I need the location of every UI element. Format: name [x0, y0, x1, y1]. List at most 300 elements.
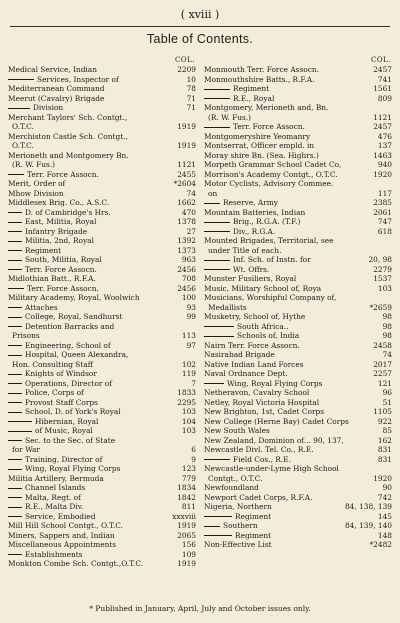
- entry-text: Moray shire Bn. (Sea. Highrs.): [204, 150, 319, 160]
- entry-text: Medallists: [208, 302, 247, 312]
- entry-label: [204, 379, 366, 389]
- entry-label: [204, 170, 366, 180]
- contents-entry: [8, 132, 196, 142]
- entry-text: South, Militia, Royal: [25, 255, 102, 264]
- entry-text: (R. W. Fus.): [208, 112, 252, 122]
- ditto-dash: [204, 526, 220, 527]
- entry-column-number: 618: [377, 226, 392, 236]
- entry-label: [8, 303, 170, 313]
- contents-entry: [204, 122, 392, 132]
- entry-label: [204, 398, 366, 408]
- contents-entry: [8, 369, 196, 379]
- entry-text: D. of Cambridge's Hrs.: [25, 207, 111, 217]
- entry-text: Music, Military School of, Roya: [204, 283, 322, 293]
- entry-label: [8, 398, 170, 408]
- contents-entry: [8, 521, 196, 531]
- entry-column-number: 1920: [373, 169, 392, 179]
- ditto-dash: [8, 374, 22, 375]
- entry-column-number: 922: [377, 416, 392, 426]
- entry-column-number: 809: [377, 93, 392, 103]
- contents-entry: [204, 531, 392, 541]
- entry-text: Morpeth Grammar School Cadet Co,: [204, 160, 342, 169]
- entry-column-number: *2482: [369, 540, 392, 549]
- contents-entry: [8, 341, 196, 351]
- ditto-dash: [8, 79, 34, 80]
- entry-column-number: 109: [181, 549, 196, 559]
- contents-entry: [204, 512, 392, 522]
- entry-label: [8, 417, 170, 427]
- contents-entry: [204, 493, 392, 503]
- contents-entry: [8, 331, 196, 341]
- entry-column-number: 98: [382, 321, 392, 331]
- entry-text: Hibernian, Royal: [35, 416, 99, 426]
- entry-label: [204, 341, 366, 351]
- entry-column-number: 117: [377, 188, 392, 198]
- entry-text: Terr. Force Assocn.: [27, 283, 99, 293]
- entry-column-number: 2061: [373, 207, 392, 217]
- entry-text: R.E., Malta Div.: [25, 502, 84, 511]
- contents-entry: [204, 379, 392, 389]
- entry-column-number: 98: [382, 312, 392, 321]
- contents-entry: [204, 141, 392, 151]
- entry-column-number: 51: [382, 397, 392, 407]
- entry-column-number: 100: [181, 293, 196, 302]
- entry-text: under Title of each.: [208, 245, 282, 255]
- contents-entry: [8, 445, 196, 455]
- contents-entry: [8, 236, 196, 246]
- entry-label: [204, 303, 366, 313]
- entry-column-number: 2209: [177, 65, 196, 74]
- entry-column-number: 99: [186, 312, 196, 321]
- contents-entry: [204, 388, 392, 398]
- entry-label: [204, 531, 366, 541]
- contents-entry: [8, 84, 196, 94]
- entry-column-number: 10: [186, 74, 196, 84]
- ditto-dash: [8, 269, 22, 270]
- entry-text: Merchant Taylors' Sch. Contgt.,: [8, 112, 128, 122]
- entry-label: [8, 65, 170, 75]
- ditto-dash: [8, 260, 22, 261]
- entry-label: [204, 103, 366, 113]
- entry-column-number: 2065: [177, 530, 196, 540]
- contents-entry: [204, 75, 392, 85]
- contents-entry: [204, 132, 392, 142]
- entry-label: [8, 331, 170, 341]
- entry-label: [204, 350, 366, 360]
- column-header: COL.: [175, 56, 195, 64]
- entry-text: New Zealand, Dominion of... 90, 137,: [204, 435, 344, 445]
- contents-entry: [204, 236, 392, 246]
- entry-text: East, Militia, Royal: [25, 217, 97, 226]
- entry-text: Mhow Division: [8, 188, 64, 198]
- ditto-dash: [204, 127, 230, 128]
- contents-entry: [8, 388, 196, 398]
- ditto-dash: [8, 488, 22, 489]
- entry-text: School, D. of York's Royal: [25, 407, 121, 416]
- entry-label: [204, 322, 366, 332]
- entry-column-number: 103: [181, 426, 196, 435]
- entry-text: Miners, Sappers and, Indian: [8, 530, 115, 540]
- entry-label: [204, 265, 366, 275]
- entry-column-number: 1378: [177, 217, 196, 226]
- entry-text: Naval Ordnance Dept.: [204, 369, 288, 378]
- entry-label: [204, 246, 366, 256]
- ditto-dash: [204, 98, 230, 99]
- entry-text: Meerut (Cavalry) Brigade: [8, 93, 105, 103]
- contents-entry: [204, 502, 392, 512]
- entry-column-number: 811: [181, 502, 196, 511]
- contents-entry: [8, 103, 196, 113]
- entry-text: Netheravon, Cavalry School: [204, 388, 310, 397]
- entry-text: Musicians, Worshipful Company of,: [204, 293, 337, 302]
- entry-text: Mountain Batteries, Indian: [204, 207, 306, 217]
- contents-entry: [8, 94, 196, 104]
- entry-label: [8, 122, 170, 132]
- entry-text: Newport Cadet Corps, R.F.A.: [204, 492, 313, 502]
- contents-entry: [8, 474, 196, 484]
- contents-entry: [8, 75, 196, 85]
- entry-label: [8, 426, 170, 436]
- column-header: COL.: [371, 56, 391, 64]
- entry-column-number: 148: [377, 530, 392, 540]
- entry-label: [8, 388, 170, 398]
- entry-column-number: 2279: [373, 264, 392, 274]
- entry-label: [204, 255, 366, 265]
- contents-entry: [204, 170, 392, 180]
- entry-column-number: 71: [186, 103, 196, 112]
- contents-entry: [8, 303, 196, 313]
- entry-label: [204, 236, 366, 246]
- entry-label: [204, 208, 366, 218]
- entry-column-number: 1919: [177, 559, 196, 568]
- entry-column-number: 940: [377, 160, 392, 169]
- entry-label: [8, 141, 170, 151]
- entry-column-number: 831: [377, 454, 392, 464]
- entry-label: [8, 350, 170, 360]
- contents-entry: [8, 160, 196, 170]
- entry-column-number: 2457: [373, 65, 392, 74]
- contents-entry: [204, 293, 392, 303]
- ditto-dash: [8, 421, 32, 422]
- contents-entry: [8, 179, 196, 189]
- entry-column-number: 6: [191, 445, 196, 454]
- ditto-dash: [8, 440, 22, 441]
- entry-label: [8, 103, 170, 113]
- entry-text: Service, Embodied: [25, 511, 96, 521]
- contents-entry: [204, 246, 392, 256]
- ditto-dash: [204, 231, 230, 232]
- contents-entry: [204, 265, 392, 275]
- entry-label: [8, 312, 170, 322]
- contents-entry: [8, 246, 196, 256]
- entry-column-number: 831: [377, 445, 392, 454]
- contents-entry: [8, 312, 196, 322]
- entry-column-number: 476: [377, 131, 392, 141]
- entry-text: Military Academy, Royal, Woolwich: [8, 293, 140, 302]
- ditto-dash: [8, 497, 22, 498]
- entry-text: Monmouthshire Batts., R.F.A.: [204, 74, 315, 84]
- entry-label: [204, 113, 366, 123]
- contents-entry: [8, 350, 196, 360]
- entry-label: [204, 284, 366, 294]
- entry-text: Wing, Royal Flying Corps: [25, 464, 121, 473]
- contents-entry: [8, 141, 196, 151]
- entry-label: [8, 284, 170, 294]
- contents-entry: [204, 436, 392, 446]
- entry-label: [8, 483, 170, 493]
- entry-label: [8, 360, 170, 370]
- entry-text: Attaches: [25, 302, 58, 312]
- entry-text: Netley, Royal Victoria Hospital: [204, 397, 320, 407]
- contents-entry: [204, 398, 392, 408]
- entry-label: [8, 531, 170, 541]
- entry-column-number: 102: [181, 359, 196, 369]
- entry-column-number: 2456: [177, 264, 196, 274]
- contents-entry: [204, 521, 392, 531]
- contents-entry: [204, 331, 392, 341]
- contents-entry: [204, 103, 392, 113]
- contents-entry: [204, 303, 392, 313]
- ditto-dash: [8, 326, 22, 327]
- ditto-dash: [204, 260, 230, 261]
- entry-text: Militia, 2nd, Royal: [25, 236, 94, 245]
- entry-label: [204, 512, 366, 522]
- ditto-dash: [8, 108, 30, 109]
- entry-text: Militia Artillery, Bermuda: [8, 473, 104, 483]
- contents-entry: [204, 94, 392, 104]
- page-title: Table of Contents.: [146, 32, 254, 46]
- entry-label: [204, 493, 366, 503]
- contents-entry: [8, 360, 196, 370]
- entry-text: Operations, Director of: [25, 378, 112, 388]
- contents-entry: [8, 483, 196, 493]
- contents-entry: [8, 113, 196, 123]
- contents-entry: [204, 455, 392, 465]
- ditto-dash: [8, 317, 22, 318]
- contents-entry: [8, 407, 196, 417]
- entry-text: Hon. Consulting Staff: [12, 359, 93, 369]
- ditto-dash: [8, 307, 22, 308]
- contents-entry: [8, 293, 196, 303]
- ditto-dash: [204, 326, 234, 327]
- entry-column-number: 104: [181, 416, 196, 426]
- entry-label: [8, 75, 170, 85]
- contents-entry: [204, 160, 392, 170]
- ditto-dash: [8, 345, 22, 346]
- entry-text: Motor Cyclists, Advisory Commee.: [204, 179, 334, 188]
- entry-label: [204, 151, 366, 161]
- contents-entry: [8, 265, 196, 275]
- entry-column-number: 742: [377, 492, 392, 502]
- entry-column-number: 97: [186, 340, 196, 350]
- entry-text: Inf. Sch. of Instn. for: [233, 255, 311, 264]
- entry-label: [8, 160, 170, 170]
- entry-text: Police, Corps of: [25, 388, 84, 397]
- entry-column-number: 2457: [373, 122, 392, 131]
- entry-text: Wing, Royal Flying Corps: [227, 378, 323, 388]
- contents-columns: [8, 56, 392, 569]
- entry-text: Musketry, School of, Hythe: [204, 312, 306, 321]
- contents-entry: [8, 502, 196, 512]
- contents-entry: [204, 369, 392, 379]
- entry-column-number: 1919: [177, 521, 196, 530]
- entry-text: Regiment: [235, 511, 272, 521]
- entry-text: Sec. to the Sec. of State: [25, 435, 116, 445]
- entry-column-number: 2295: [177, 397, 196, 407]
- contents-entry: [8, 198, 196, 208]
- contents-entry: [204, 312, 392, 322]
- ditto-dash: [8, 469, 22, 470]
- entry-column-number: 2458: [373, 340, 392, 350]
- entry-column-number: 121: [377, 378, 392, 388]
- entry-label: [204, 521, 343, 531]
- entry-label: [8, 217, 170, 227]
- contents-entry: [8, 398, 196, 408]
- contents-entry: [8, 436, 196, 446]
- entry-text: Medical Service, Indian: [8, 65, 97, 74]
- entry-text: Div., R.G.A.: [233, 226, 276, 236]
- entry-text: Regiment: [235, 530, 272, 540]
- contents-entry: [8, 531, 196, 541]
- entry-label: [8, 474, 170, 484]
- entry-column-number: 741: [377, 74, 392, 84]
- entry-column-number: 2456: [177, 283, 196, 293]
- entry-text: Terr. Force Assocn.: [233, 122, 305, 131]
- entry-column-number: 1561: [373, 84, 392, 93]
- entry-label: [204, 189, 366, 199]
- contents-entry: [8, 559, 196, 569]
- ditto-dash: [8, 393, 22, 394]
- entry-text: Nasirabad Brigade: [204, 350, 275, 359]
- entry-label: [204, 198, 366, 208]
- entry-label: [8, 341, 170, 351]
- ditto-dash: [8, 231, 22, 232]
- entry-label: [8, 274, 170, 284]
- entry-column-number: 1833: [177, 388, 196, 397]
- entry-text: Midlothian Batt., R.F.A.: [8, 274, 96, 283]
- entry-column-number: 84, 139, 140: [344, 521, 392, 530]
- entry-text: Newcastle Divl. Tel. Co., R.E.: [204, 445, 314, 454]
- entry-text: Training, Director of: [25, 454, 103, 464]
- contents-entry: [8, 227, 196, 237]
- contents-entry: [204, 464, 392, 474]
- entry-text: Hospital, Queen Alexandra,: [25, 350, 129, 359]
- entry-label: [8, 246, 170, 256]
- contents-entry: [8, 455, 196, 465]
- ditto-dash: [204, 222, 230, 223]
- contents-entry: [8, 550, 196, 560]
- entry-text: on: [208, 188, 218, 198]
- entry-column-number: 71: [186, 93, 196, 103]
- ditto-dash: [8, 288, 24, 289]
- entry-text: Native Indian Land Forces: [204, 359, 304, 369]
- ditto-dash: [8, 222, 22, 223]
- entry-column-number: 1392: [177, 236, 196, 245]
- footnote: * Published in January, April, July and October issues only.: [89, 604, 311, 613]
- ditto-dash: [8, 554, 22, 555]
- entry-label: [204, 540, 366, 550]
- entry-text: Middlesex Brig. Co., A.S.C.: [8, 198, 110, 207]
- entry-column-number: 156: [181, 540, 196, 549]
- contents-entry: [204, 179, 392, 189]
- entry-label: [8, 379, 170, 389]
- entry-text: Reserve, Army: [223, 198, 278, 207]
- contents-entry: [204, 417, 392, 427]
- entry-column-number: 9: [191, 454, 196, 464]
- entry-column-number: 74: [186, 188, 196, 198]
- entry-column-number: 93: [186, 302, 196, 312]
- entry-column-number: 78: [186, 84, 196, 93]
- entry-text: Malta, Regt. of: [25, 492, 81, 502]
- entry-column-number: 103: [181, 407, 196, 416]
- entry-label: [204, 132, 366, 142]
- entry-column-number: 1373: [177, 245, 196, 255]
- entry-text: (R. W. Fus.): [12, 160, 56, 169]
- entry-text: Channel Islands: [25, 483, 86, 492]
- entry-label: [8, 179, 170, 189]
- entry-column-number: xxxviii: [172, 511, 196, 521]
- entry-column-number: 2257: [373, 369, 392, 378]
- ditto-dash: [204, 383, 224, 384]
- entry-label: [8, 189, 170, 199]
- contents-entry: [204, 483, 392, 493]
- entry-label: [8, 445, 170, 455]
- contents-entry: [204, 151, 392, 161]
- entry-label: [204, 360, 366, 370]
- entry-column-number: 85: [382, 426, 392, 435]
- contents-entry: [8, 255, 196, 265]
- contents-entry: [8, 151, 196, 161]
- entry-column-number: 20, 98: [368, 255, 392, 264]
- left-column: [8, 56, 196, 569]
- ditto-dash: [204, 535, 232, 536]
- entry-column-number: 27: [186, 226, 196, 236]
- contents-entry: [204, 341, 392, 351]
- entry-text: Mill Hill School Contgt., O.T.C.: [8, 521, 123, 530]
- entry-column-number: 84, 138, 139: [344, 502, 392, 511]
- entry-column-number: 1537: [373, 274, 392, 283]
- entry-column-number: 137: [377, 141, 392, 150]
- right-column: [204, 56, 392, 569]
- entry-label: [204, 464, 366, 474]
- contents-entry: [8, 417, 196, 427]
- ditto-dash: [8, 212, 22, 213]
- entry-column-number: 98: [382, 331, 392, 340]
- entry-label: [8, 84, 170, 94]
- entry-label: [8, 170, 170, 180]
- entry-text: Provost Staff Corps: [25, 397, 98, 407]
- entry-column-number: 708: [181, 274, 196, 283]
- entry-text: Merioneth and Montgomery Bn.: [8, 150, 129, 160]
- entry-text: Schools of, India: [237, 331, 300, 340]
- entry-text: Montserrat, Officer empld. in: [204, 141, 315, 150]
- entry-column-number: 113: [181, 331, 196, 340]
- entry-label: [8, 540, 170, 550]
- ditto-dash: [204, 89, 230, 90]
- entry-text: South Africa..: [237, 321, 289, 331]
- entry-text: Contgt., O.T.C.: [208, 473, 263, 483]
- entry-label: [204, 502, 343, 512]
- entry-label: [8, 322, 170, 332]
- entry-column-number: 103: [377, 283, 392, 293]
- ditto-dash: [204, 516, 232, 517]
- ditto-dash: [8, 507, 22, 508]
- entry-text: New College (Herne Bay) Cadet Corps: [204, 416, 349, 426]
- contents-entry: [8, 122, 196, 132]
- entry-text: Monmouth Terr. Force Assocn.: [204, 65, 319, 74]
- entry-label: [204, 445, 366, 455]
- entry-label: [8, 369, 170, 379]
